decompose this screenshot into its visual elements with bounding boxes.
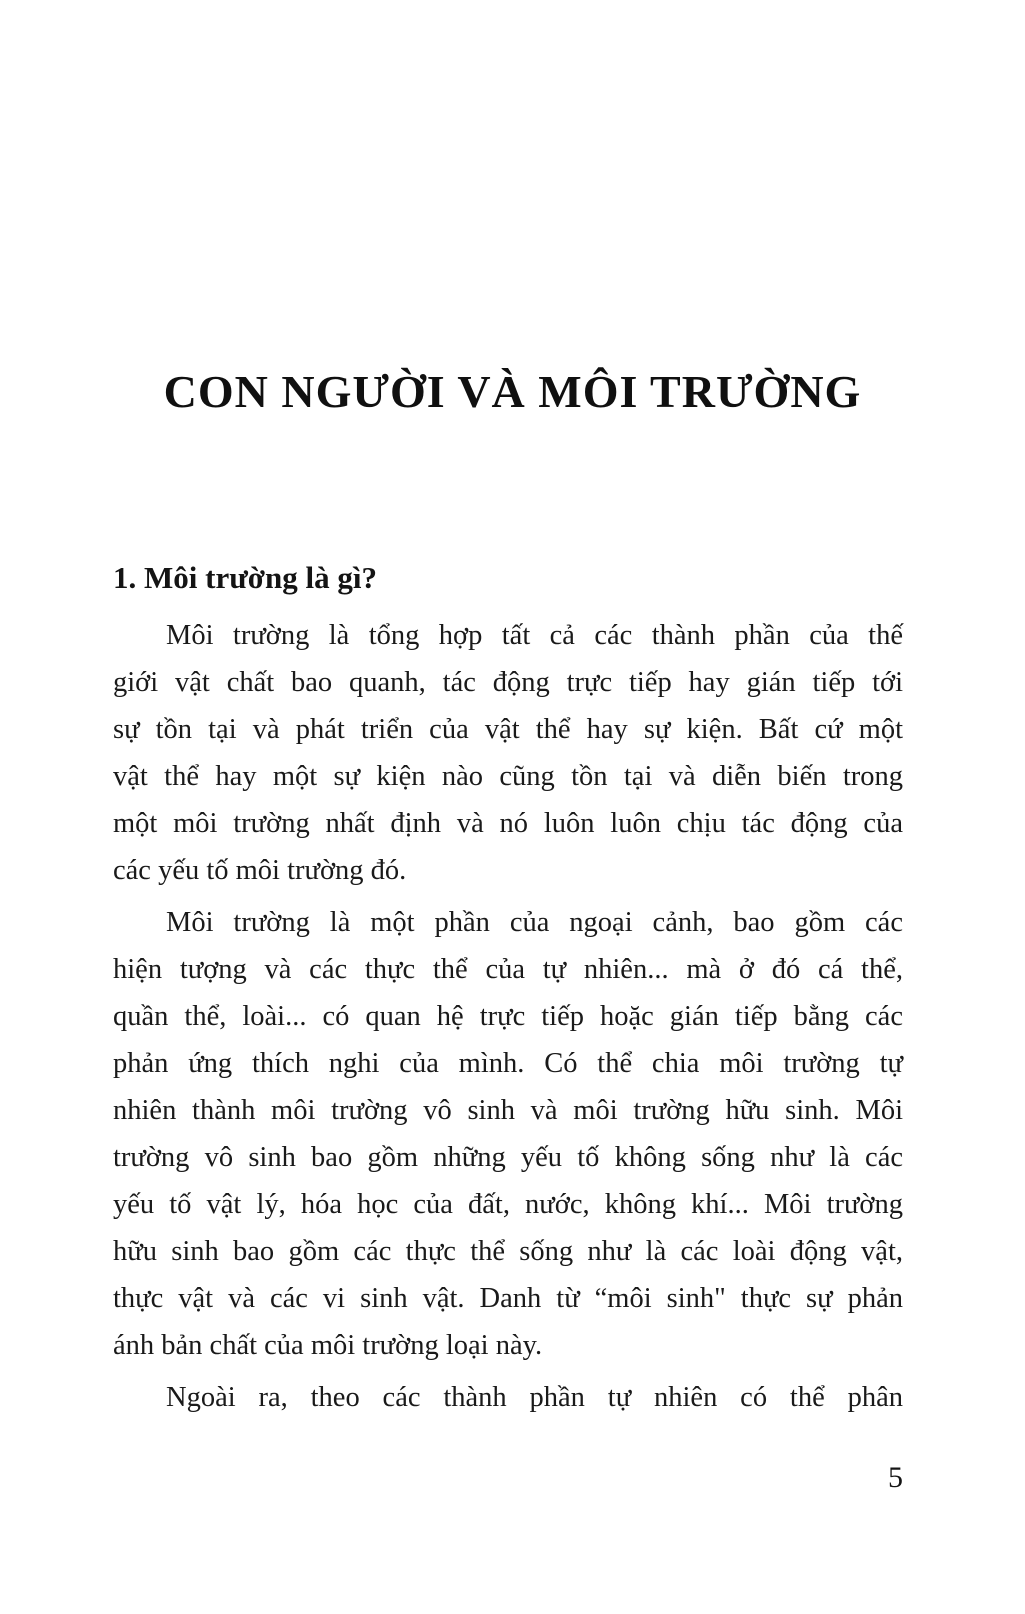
text-line: Môi trường là tổng hợp tất cả các thành phần của thế xyxy=(166,620,903,651)
text-line: phản ứng thích nghi của mình. Có thể chia môi trường tự xyxy=(113,1048,903,1079)
page-number: 5 xyxy=(888,1461,903,1494)
chapter-title: CON NGƯỜI VÀ MÔI TRƯỜNG xyxy=(163,366,862,417)
text-line: yếu tố vật lý, hóa học của đất, nước, không khí... Môi trường xyxy=(113,1189,903,1220)
text-line: hữu sinh bao gồm các thực thể sống như là các loài động vật, xyxy=(113,1236,903,1267)
text-line: nhiên thành môi trường vô sinh và môi trường hữu sinh. Môi xyxy=(113,1095,903,1126)
text-line: Ngoài ra, theo các thành phần tự nhiên có thể phân xyxy=(166,1382,903,1413)
text-line: hiện tượng và các thực thể của tự nhiên... mà ở đó cá thể, xyxy=(113,954,903,985)
text-line: trường vô sinh bao gồm những yếu tố không sống như là các xyxy=(113,1142,903,1173)
body-text xyxy=(113,612,903,1421)
text-line: vật thể hay một sự kiện nào cũng tồn tại và diễn biến trong xyxy=(113,761,903,792)
text-line: giới vật chất bao quanh, tác động trực tiếp hay gián tiếp tới xyxy=(113,667,903,698)
paragraph-2 xyxy=(113,899,903,1369)
paragraph-3 xyxy=(113,1374,903,1421)
text-line: thực vật và các vi sinh vật. Danh từ “môi sinh" thực sự phản xyxy=(113,1283,903,1314)
text-line: các yếu tố môi trường đó. xyxy=(113,855,407,886)
text-line: ánh bản chất của môi trường loại này. xyxy=(113,1330,543,1361)
paragraph-1 xyxy=(113,612,903,894)
text-line: sự tồn tại và phát triển của vật thể hay sự kiện. Bất cứ một xyxy=(113,714,903,745)
text-line: quần thể, loài... có quan hệ trực tiếp hoặc gián tiếp bằng các xyxy=(113,1001,903,1032)
text-line: Môi trường là một phần của ngoại cảnh, bao gồm các xyxy=(166,907,903,938)
section-heading: 1. Môi trường là gì? xyxy=(113,560,377,595)
text-line: một môi trường nhất định và nó luôn luôn chịu tác động của xyxy=(113,808,903,839)
